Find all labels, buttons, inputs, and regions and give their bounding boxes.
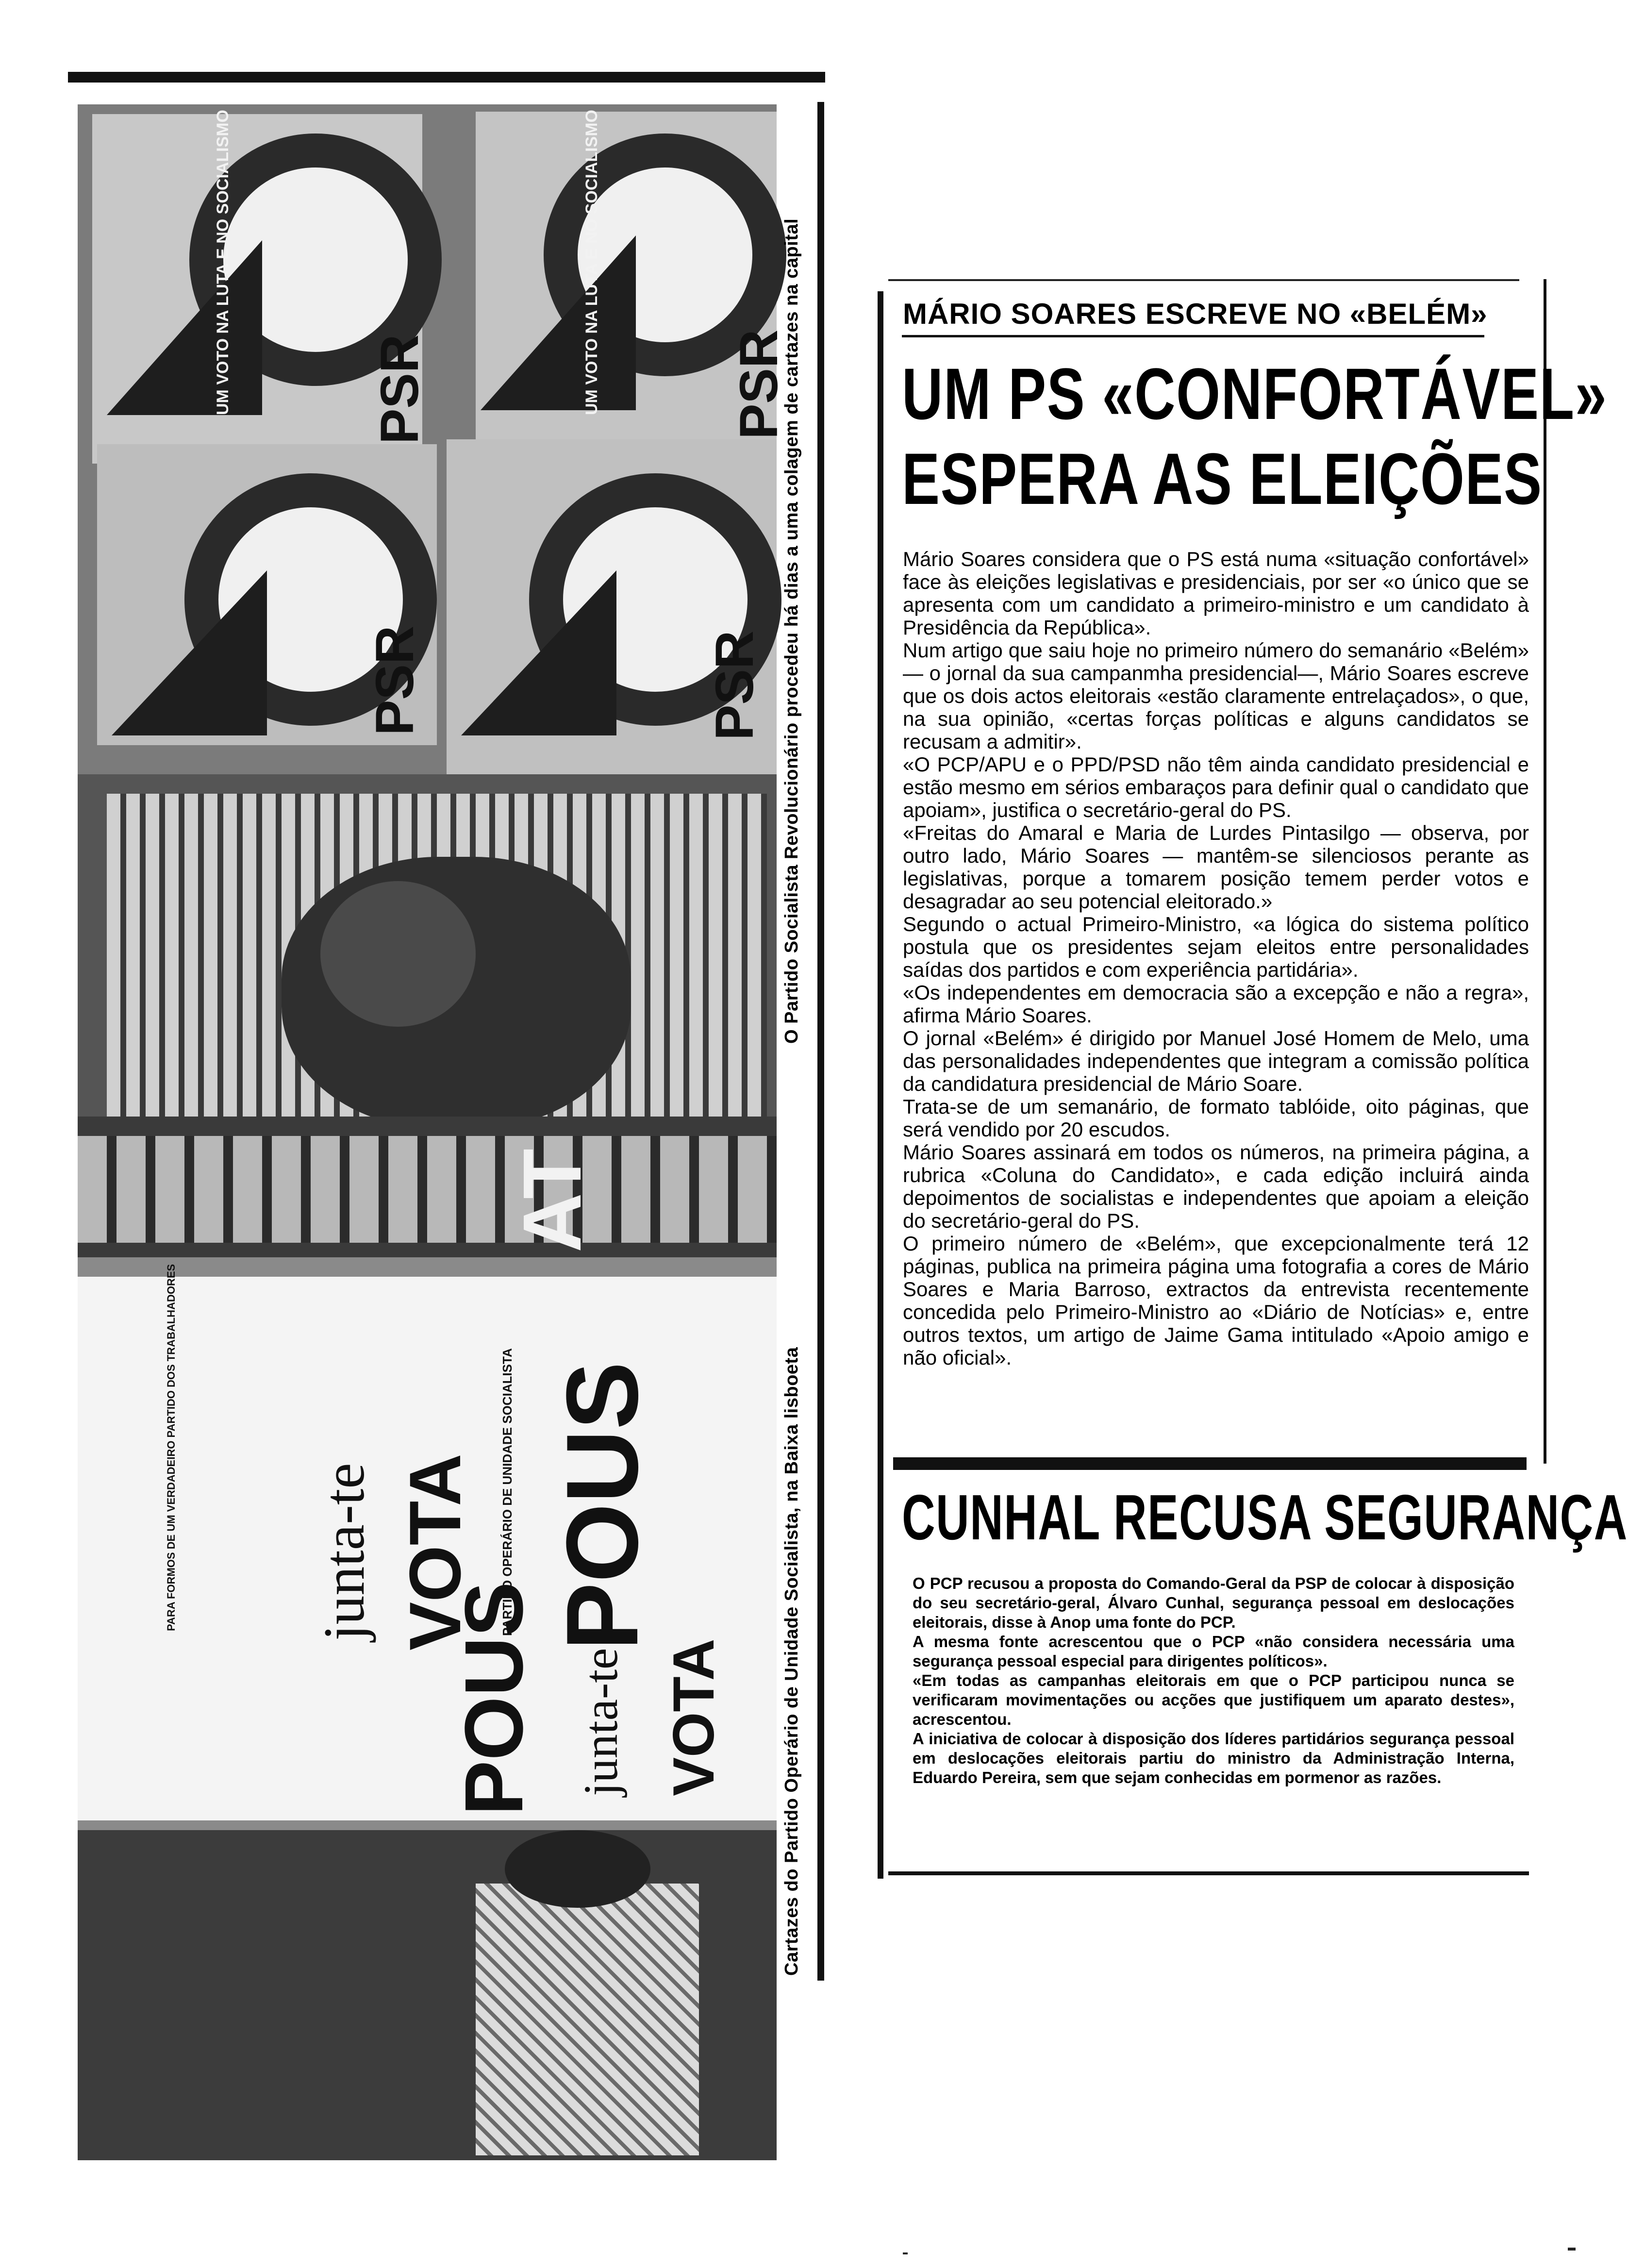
article-frame-right (1544, 279, 1546, 1464)
poster-brand: POUS (545, 1361, 659, 1651)
poster-vote: VOTA (661, 1638, 726, 1796)
poster-slogan: junta-te (574, 1648, 628, 1796)
article2-headline: CUNHAL RECUSA SEGURANÇA (902, 1482, 1628, 1553)
article-separator (893, 1457, 1527, 1470)
article-headline-line2: ESPERA AS ELEIÇÕES (902, 438, 1543, 519)
poster-slogan: junta-te (312, 1463, 376, 1641)
poster-small-text: PARA FORMOS DE UM VERDADEIRO PARTIDO DOS TRABALHADORES (165, 1264, 177, 1631)
kicker-underline (902, 335, 1484, 337)
photo-pous-posters (78, 1117, 777, 2160)
poster-brand: PSR (370, 334, 430, 444)
column-divider (817, 102, 824, 1981)
article2-body: O PCP recusou a proposta do Comando-Geral da PSP de colocar à disposição do seu secretário-geral, Álvaro Cunhal, segurança pessoal em deslocações eleitorais, disse à Anop uma fonte do PCP. A mesma fonte acrescentou que o PCP «não considera necessária uma segurança pessoal especial para dirigentes políticos». «Em todas as campanhas eleitorais em que o PCP participou nunca se verificaram movimentações ou acções que justifiquem um aparato destes», acrescentou. A iniciativa de colocar à disposição dos líderes partidários segurança pessoal em deslocações eleitorais partiu do ministro da Administração Interna, Eduardo Pereira, sem que sejam conhecidas em pormenor as razões. (913, 1574, 1514, 1786)
photo-psr-posters (78, 104, 789, 1143)
poster-brand: PSR (729, 329, 789, 439)
poster-brand: POUS (448, 1582, 540, 1816)
article-body: Mário Soares considera que o PS está numa «situação confortável» face às eleições legislativas e presidenciais, por ser «o único que se apresenta com um candidato a primeiro-ministro e um candidato à Presidência da República». Num artigo que saiu hoje no primeiro número do semanário «Belém» — o jornal da sua campanmha presidencial—, Mário Soares escreve que os dois actos eleitorais «estão claramente entrelaçados», o que, na sua opinião, «certas forças políticas e alguns candidatos se recusam a admitir». «O PCP/APU e o PPD/PSD não têm ainda candidato presidencial e estão mesmo em sérios embaraços para definir qual o candidato que apoiam», justifica o secretário-geral do PS. «Freitas do Amaral e Maria de Lurdes Pintasilgo — observa, por outro lado, Mário Soares — mantêm-se silenciosos perante as legislativas, porque a tomarem posição temem perder votos e desagradar ao seu potencial eleitorado.» Segundo o actual Primeiro-Ministro, «a lógica do sistema político postula que os presidentes sejam eleitos entre personalidades saídas dos partidos e com experiência partidária». «Os independentes em democracia são a excepção e não a regra», afirma Mário Soares. O jornal «Belém» é dirigido por Manuel José Homem de Melo, uma das personalidades independentes que integram a comissão política da candidatura presidencial de Mário Soare. Trata-se de um semanário, de formato tablóide, oito páginas, que será vendido por 20 escudos. Mário Soares assinará em todos os números, na primeira página, a rubrica «Coluna do Candidato», e cada edição incluirá ainda depoimentos de socialistas e independentes que apoiam a eleição do secretário-geral do PS. O primeiro número de «Belém», que excepcionalmente terá 12 páginas, publica na primeira página uma fotografia a cores de Mário Soares e Maria Barroso, extractos da entrevista recentemente concedida pelo Primeiro-Ministro ao «Diário de Notícias» e, entre outros textos, um artigo de Jaime Gama intitulado «Apoio amigo e não oficial». (903, 548, 1529, 1369)
article-frame-left (878, 291, 883, 1879)
bottom-rule (888, 1871, 1529, 1875)
article-frame-top (888, 279, 1519, 281)
top-rule (68, 72, 825, 83)
article-kicker: MÁRIO SOARES ESCREVE NO «BELÉM» (903, 298, 1488, 330)
article-headline-line1: UM PS «CONFORTÁVEL» (902, 353, 1608, 434)
poster-slogan: UM VOTO NA LUTA E NO SOCIALISMO (582, 110, 601, 415)
poster-slogan: UM VOTO NA LUTA E NO SOCIALISMO (214, 110, 232, 415)
scan-speck (1568, 2248, 1576, 2251)
scan-speck (903, 2252, 908, 2254)
photo-caption-bottom: Cartazes do Partido Operário de Unidade Socialista, na Baixa lisboeta (781, 1347, 802, 1976)
poster-brand: PSR (705, 630, 764, 740)
poster-sign: AT (506, 1149, 598, 1252)
poster-vote: VOTA (394, 1453, 476, 1651)
poster-party: PARTIDO OPERÁRIO DE UNIDADE SOCIALISTA (500, 1348, 515, 1636)
poster-brand: PSR (365, 625, 425, 735)
photo-caption-top: O Partido Socialista Revolucionário procedeu há dias a uma colagem de cartazes na capital (781, 218, 802, 1044)
